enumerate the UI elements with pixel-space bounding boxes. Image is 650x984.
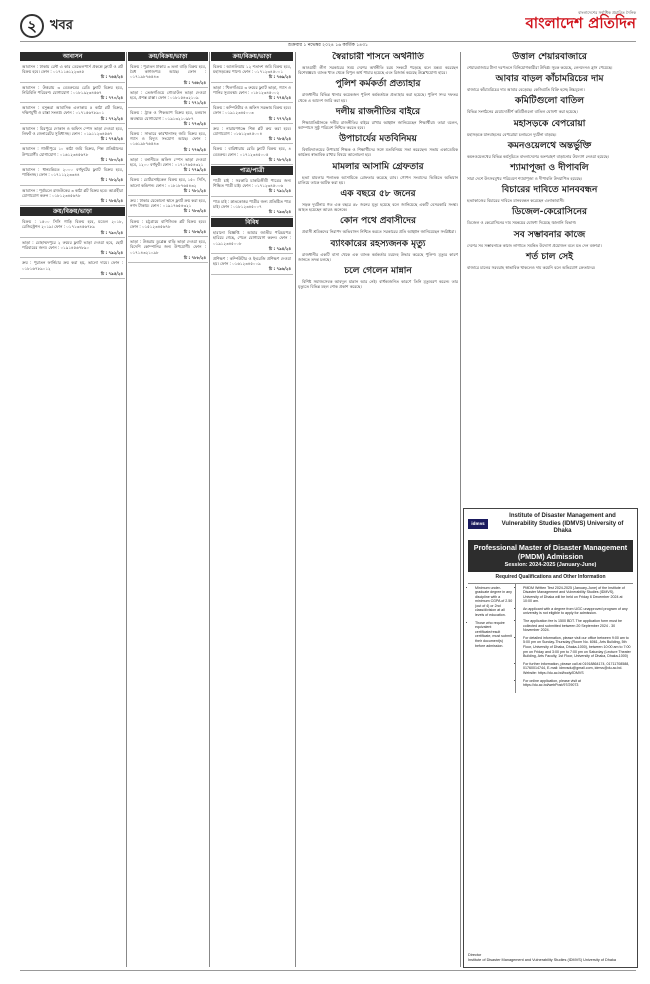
ad-code: চি : ৭৯২/২৪ [100,250,123,256]
page-bottom-rule [20,970,636,971]
classified-ad [128,176,208,196]
classified-ad [20,125,125,145]
story-headline: সব সম্ভাবনার কাজে [513,229,586,240]
ad-code: চি : ৭৮০/২৪ [100,156,123,162]
ad-text: আবাসন : ঢাকায় রেন্ট এ কার ডেভেলপার্স প্রকল্পে ফ্ল্যাট ও প্লট বিক্রয় হবে। ফোন : ০১৭১১৬১২২৩৪৫ [22,64,123,75]
admission-banner [468,540,633,572]
qualification-list [468,584,516,693]
ad-text: ভাড়া : বনানীতে অফিস স্পেস ভাড়া দেওয়া হবে, ১২০০ বর্গফুট। ফোন : ০১৭১৭৬৫৪৩২১ [130,156,206,168]
logo-tagline: বাংলাদেশের সর্বাধিক প্রচারিত দৈনিক [578,10,636,15]
story-headline: মামলার আসামি গ্রেফতার [332,161,424,172]
classified-ad [211,145,293,165]
ad-code: চি : ৭৮২/২৪ [100,177,123,183]
ad-text: ক্রয় : ঢাকার যেকোনো স্থানে ফ্ল্যাট ক্রয় করা হবে, নগদ টাকায়। ফোন : ০১৯১৭৬৫৪৩২১ [130,198,206,209]
newspaper-logo [516,10,636,32]
ad-code: চি : ৭৭২/২৪ [100,115,123,121]
ad-text: ভাড়া : মোহাম্মদপুরে ২ রুমের ফ্ল্যাট ভাড়া দেওয়া হবে, ছোট পরিবারের জন্য। ফোন : ০১৯১৪৫৬৭৮৯০ [22,239,123,251]
ad-code: চি : ৭৬৯/২৪ [268,74,291,80]
classified-ad [128,109,208,129]
story-body: কমনওয়েলথের বিভিন্ন কর্মসূচিতে বাংলাদেশের অংশগ্রহণ বাড়ানোর উদ্যোগ নেওয়া হয়েছে। [467,153,609,159]
ad-code: চি : ৭৮৩/২৪ [183,208,206,214]
story-body: হত্যাকাণ্ডের বিচারের দাবিতে মানববন্ধন করেছেন এলাকাবাসী। [467,198,565,204]
ad-code: চি : ৭৭০/২৪ [100,95,123,101]
ad-list [20,218,125,279]
story-headline: মহাসড়কে বেপরোয়া [513,118,586,129]
admission-list-item: • The application fee is 1500 BDT. The application form must be collected and submitted between 20 September 2024 - 30 November 2024. [523,619,631,633]
story-body: শেয়ারবাজারে টানা দরপতনে বিনিয়োগকারীরা উদ্বিগ্ন। সূচক কমেছে, লেনদেনও হ্রাস পেয়েছে। [467,65,613,70]
classified-ad [20,104,125,124]
story-body: শিক্ষাপ্রতিষ্ঠানকে দলীয় রাজনীতির বাইরে রাখার আহ্বান জানিয়েছেন শিক্ষার্থীরা। তারা বলেন, ক্যাম্পাসে সুষ্ঠু পরিবেশ নিশ্চিত করতে হবে। [298,119,458,131]
admission-list-item: • For online application, please visit at https://du.ac.bd/webPost/97/29073 [523,679,631,688]
ad-code: চি : ৭৭১/২৪ [183,100,206,106]
classified-ad [128,130,208,155]
news-story [298,216,458,234]
story-body: আওয়ামী লীগ সরকারের সময় দেশের অর্থনীতি চরম সংকটে পড়েছে বলে মন্তব্য করেছেন বিশেষজ্ঞরা। ব্যাংক খাত থেকে বিপুল অর্থ পাচার হয়েছে এবং রিজার্ভ কমেছে উল্লেখযোগ্য হারে। [298,65,458,76]
story-headline: বিচারের দাবিতে মানববন্ধন [501,185,598,196]
news-story [463,252,636,270]
ad-text: আবাসন : মিরপুরে দোকান ও অফিস স্পেস ভাড়া দেওয়া হবে, লিফট ও জেনারেটর সুবিধাসহ। ফোন : ০১৯১১২৩৪৫৬৭ [22,125,123,137]
story-body: রাজধানীর একটি বাসা থেকে এক ব্যাংক কর্মকর্তার মরদেহ উদ্ধার করেছে পুলিশ। মৃত্যুর কারণ জানতে তদন্ত চলছে। [298,251,458,262]
classified-ad [128,63,208,88]
classified-ad [20,239,125,259]
classifieds-column-a [20,52,125,967]
admission-list-item: • Minimum under-graduate degree in any discipline with a minimum CGPA of 2.50 (out of 4) or 2nd class/division at all levels of education. [475,586,513,618]
ad-text: বিক্রয় : বারিধারায় রেডি ফ্ল্যাট বিক্রয় হবে, ৪ বেডরুম। ফোন : ০১৭১২৩৪৫০০৫ [213,146,291,157]
story-body: সড়ক দুর্ঘটনায় গত এক বছরে ৫৮ জনের মৃত্যু হয়েছে বলে জানিয়েছে একটি বেসরকারি সংস্থা। আহত হয়েছেন আরও অনেকে। [298,202,458,213]
classified-ad [211,104,293,124]
story-headline: ডিজেল-কেরোসিনের [512,207,587,218]
ad-code: চি : ৭৭৫/২৪ [100,136,123,142]
session-label: Session: 2024-2025 (January-June) [504,561,597,568]
ad-text: বিক্রয় : ট্রাক ও পিকআপ বিক্রয় হবে, চলমান অবস্থায়। যোগাযোগ : ০১৯১৩২১০৯৮৭ [130,110,206,121]
page-header [20,10,636,48]
story-headline: ব্যাংকারের রহস্যজনক মৃত্যু [330,238,426,249]
ad-code: চি : ৭৮৫/২৪ [268,136,291,142]
ad-text: হারানো বিজ্ঞপ্তি : আমার জাতীয় পরিচয়পত্র হারিয়ে গেছে, পেলে যোগাযোগ করুন। ফোন : ০১৯১২৩৪৫০০৮ [213,230,291,246]
ad-text: বিক্রয় : মোটরসাইকেল বিক্রয় হবে, ১৫০ সিসি, ভালো কন্ডিশন। ফোন : ০১৮১৮৭৬৫৪৩২ [130,177,206,188]
footer-role: Director [468,953,482,957]
news-story [463,163,636,181]
classifieds-column-c [211,52,293,967]
news-story [298,107,458,130]
classified-ad [20,187,125,207]
story-body: হত্যা মামলার পলাতক আসামিকে গ্রেফতার করেছে র‌্যাব। গোপন সংবাদের ভিত্তিতে অভিযান চালিয়ে তাকে আটক করা হয়। [298,174,458,185]
news-story [298,189,458,212]
page-number: ২ [20,14,44,38]
ad-list [211,177,293,217]
classified-ad [20,218,125,238]
admission-footer [468,953,616,963]
dateline: শুক্রবার ১ নভেম্বর ২০২৪ ১৬ কার্তিক ১৪৩১ [20,41,636,48]
classified-ad [20,145,125,165]
news-story [298,134,458,157]
story-headline: কমনওয়েলথে অন্তর্ভুক্তি [507,140,592,151]
classified-ad [211,63,293,83]
story-body: বিশিষ্ট সমাজসেবক আবদুল মান্নান আর নেই। বার্ধক্যজনিত কারণে তিনি মৃত্যুবরণ করেন। তার মৃত্যুতে বিভিন্ন মহল শোক প্রকাশ করেছে। [298,279,458,290]
news-story [463,52,636,70]
ad-list [128,63,208,263]
column-divider [126,52,127,967]
ad-code: চি : ৭৮৪/২৪ [100,198,123,204]
ad-text: পাত্রী চাই : সরকারি চাকরিজীবী পাত্রের জন্য শিক্ষিত পাত্রী চাই। ফোন : ০১৭১২৩৪৫০০৬ [213,178,291,189]
story-body: সারা দেশে উৎসবমুখর পরিবেশে শ্যামাপূজা ও দীপাবলি উদযাপিত হয়েছে। [467,176,583,182]
ad-text: বিক্রয় : আশুলিয়ায় ১২ শতাংশ জমি বিক্রয় হবে, মহাসড়কের পাশে। ফোন : ০১৭১২৩৪৫০০১ [213,64,291,75]
story-body: বাজারে চালের সরবরাহ স্বাভাবিক থাকলেও দাম কমেনি বলে অভিযোগ ক্রেতাদের। [467,264,596,270]
news-story [463,207,636,225]
ad-text: ভাড়া : খিলগাঁওয়ে ৩ রুমের ফ্ল্যাট ভাড়া, গ্যাস ও পানির সুব্যবস্থা। ফোন : ০১৮১২৩৪৫০০২ [213,84,291,95]
classified-ad [211,84,293,104]
classified-ad [128,218,208,238]
story-body: দেশের সব সম্ভাবনাকে কাজে লাগাতে সমন্বিত উদ্যোগ প্রয়োজন বলে মত দেন বক্তারা। [467,242,602,248]
story-headline: চলে গেলেন মান্নান [344,266,412,277]
ad-text: ভাড়া : তেজগাঁওয়ে গোডাউন ভাড়া দেওয়া হবে, প্রশস্ত রাস্তা। ফোন : ০১৮১৫৪৩২১০৯ [130,89,206,101]
news-story [298,79,458,102]
news-story [298,52,458,75]
story-body: ডিজেল ও কেরোসিনের দাম সমন্বয়ের ঘোষণা দিয়েছে জ্বালানি বিভাগ। [467,220,577,226]
classified-ad [20,259,125,279]
story-body: রাজধানীর বিভিন্ন থানার কয়েকজন পুলিশ কর্মকর্তাকে প্রত্যাহার করা হয়েছে। পুলিশ সদর দফতর থেকে এ আদেশ জারি করা হয়। [298,92,458,103]
admission-list-item: • For detailed information, please visit our office between 9:00 am to 5:00 pm on Sunday-Thursday (Room No. 6061, Arts Building, 5th Floor, University of Dhaka, Dhaka-1000), between 10:00 am to 7:00 pm on Friday and 3:00 pm to 7:00 pm on Saturday (Lecture Theater Building, Arts Faculty, 1st Floor, University of Dhaka, Dhaka-1000) [523,636,631,659]
classified-ad [20,166,125,186]
column-heading: ক্রয়/বিক্রয়/ভাড়া [128,52,208,61]
ad-text: ক্রয় : নারায়ণগঞ্জে শিল্প প্লট ক্রয় করা হবে। যোগাযোগ : ০১৬১২৩৪৫০০৪ [213,125,291,137]
ad-text: বিক্রয় : ১৫০০ সিসি গাড়ি বিক্রয় হবে, মডেল ২০১৮, রেজিস্ট্রেশন ২০১৯। ফোন : ০১৭১৩৪৫৬৭৮৯ [22,219,123,230]
classified-ad [211,229,293,254]
ad-code: চি : ৭৯৩/২৪ [268,209,291,215]
ad-code: চি : ৭৯৫/২৪ [100,270,123,276]
story-headline: পুলিশ কর্মকর্তা প্রত্যাহার [335,79,421,90]
story-headline: শ্যামাপূজা ও দীপাবলি [510,163,589,174]
ad-text: বিক্রয় : কম্পিউটার ও অফিস সরঞ্জাম বিক্রয় হবে। ফোন : ০১৯১২৩৪৫০০৩ [213,105,291,116]
ad-text: বিক্রয় : পুরাতন ঢাকায় ৩ তলা বাড়ি বিক্রয় হবে, বৈধ কাগজপত্র আছে। ফোন : ০১৭১৯৮৭৬৫৪৩ [130,64,206,80]
classified-ad [20,63,125,83]
story-headline: শর্ত চাল সেই [526,251,573,262]
classified-ad [128,238,208,263]
footer-organization: Institute of Disaster Management and Vulnerability Studies (IDMVS) University of Dhaka [468,958,617,962]
classified-ad [128,89,208,109]
requirements-heading: Required Qualifications and Other Information [495,573,606,580]
story-body: বিভিন্ন সংগঠনের মেয়াদোত্তীর্ণ কমিটিগুলো বাতিল ঘোষণা করা হয়েছে। [467,109,578,115]
story-headline: আবার বাড়ল কাঁচামরিচের দাম [495,74,604,85]
ad-code: চি : ৭৯১/২৪ [268,188,291,194]
classifieds-column-b [128,52,208,967]
story-headline: কোন পথে প্রবাসীদের [340,216,416,227]
ad-text: ক্রয় : পুরাতন ফার্নিচার ক্রয় করা হয়, ভালো দামে। ফোন : ০১৮১৬৭৮৯০১২ [22,260,123,271]
ad-text: বিক্রয় : চট্টগ্রামে বাণিজ্যিক প্লট বিক্রয় হবে। ফোন : ০১৫১২৩৪৫৬৭৮ [130,218,206,229]
story-body: প্রবাসী শ্রমিকদের নিরাপদ অভিবাসন নিশ্চিত করতে সরকারের প্রতি আহ্বান জানিয়েছেন সংশ্লিষ্টরা। [302,229,456,235]
ad-text: আবাসন : বসুন্ধরা আবাসিক এলাকায় ৫ কাঠা প্লট বিক্রয়, দক্ষিণমুখী ও রাস্তা সংলগ্ন। ফোন : ০১৭১৫৬৭৮৯০১ [22,105,123,116]
ad-code: চি : ৭৭৬/২৪ [183,146,206,152]
ad-text: আবাসন : ধানমন্ডিতে ২০০০ বর্গফুটের ফ্ল্যাট বিক্রয় হবে, পার্কিংসহ। ফোন : ০১৭১১২২৩৩৪৪ [22,167,123,178]
classified-ad [211,177,293,197]
column-heading: পাত্র/পাত্রী [211,166,293,175]
news-story [463,185,636,203]
story-body: মহাসড়কে যানবাহনের বেপরোয়া চলাচলে দুর্ঘটনা বাড়ছে। [467,131,557,137]
column-heading: আবাসন [20,52,125,61]
news-story [463,74,636,92]
column-divider [295,52,296,967]
column-divider [209,52,210,967]
ad-text: ভাড়া : উত্তরায় ডুপ্লেক্স বাড়ি ভাড়া দেওয়া হবে, বিদেশি কোম্পানির জন্য উপযোগী। ফোন : ০১৭১৪৩২১০৯৮ [130,239,206,255]
admission-list-item: • PMDM Written Test 2024-2025 (January-June) of the Institute of Disaster Management and Vulnerability Studies (IDMVS), University of Dhaka will be held on Friday 6 December 2024 at 10:00 am. [523,586,631,604]
news-story [463,141,636,159]
admission-list-item: • For further information, please call at 01918864174, 01711708588, 01760014744, E-mail: idmvsdu@gmail.com, idmvs@du.ac.bd. Website: https://du.ac.bd/body/IDMVS [523,662,631,676]
ad-list [211,229,293,274]
ad-code: চি : ৭৯০/২৪ [100,229,123,235]
story-headline: কমিটিগুলো বাতিল [514,96,585,107]
ad-code: চি : ৭৮৬/২৪ [183,229,206,235]
logo-name: বাংলাদেশ প্রতিদিন [525,14,636,32]
ad-code: চি : ৭৬৫/২৪ [100,74,123,80]
ad-code: চি : ৭৭৯/২৪ [183,167,206,173]
story-headline: দলীয় রাজনীতির বাইরে [335,106,421,117]
news-column-2 [463,52,636,502]
story-headline: উত্তাল শেয়ারবাজারে [512,52,587,62]
ad-code: চি : ৭৮১/২৪ [183,187,206,193]
news-story [463,119,636,137]
story-headline: স্বৈরাচারী শাসনে অর্থনীতি [332,52,424,62]
ad-list [20,63,125,206]
institute-name: Institute of Disaster Management and Vulnerability Studies (IDMVS) University of Dhaka [501,513,624,534]
ad-code: চি : ৭৮৮/২৪ [183,254,206,260]
ad-text: বিক্রয় : সাভারে কারখানাসহ জমি বিক্রয় হবে, গ্যাস ও বিদ্যুৎ সংযোগ আছে। ফোন : ০১৬১৯৮৭৬৫৪৩ [130,131,206,147]
ad-text: প্রশিক্ষণ : কম্পিউটার ও ইংরেজি প্রশিক্ষণ দেওয়া হয়। ফোন : ০১৬১২৩৪৫০০৯ [213,256,291,267]
ad-code: চি : ৭৮৭/২৪ [268,156,291,162]
story-headline: উপাচার্যের মতবিনিময় [339,134,417,145]
admission-advertisement [463,508,638,968]
news-story [298,266,458,289]
ad-code: চি : ৭৭৭/২৪ [268,115,291,121]
classified-ad [128,156,208,176]
section-title: খবর [50,18,73,33]
ad-code: চি : ৭৬৮/২৪ [183,79,206,85]
story-body: বাজারে কাঁচামরিচের দাম আবার বেড়েছে। কেজিপ্রতি বিক্রি হচ্ছে উচ্চমূল্যে। [467,87,585,93]
information-list [516,584,633,693]
news-story [463,230,636,248]
classified-ad [211,125,293,145]
ad-text: আবাসন : উত্তরায় ৩ বেডরুমের রেডি ফ্ল্যাট বিক্রয় হবে, নিরিবিলি পরিবেশ। যোগাযোগ : ০১৮১৯২৩৪৫৬৭ [22,84,123,95]
news-column-1 [298,52,458,967]
column-divider [460,52,461,967]
ad-text: আবাসন : পূর্বাচলে রাজউকের ৩ কাঠা প্লট বিক্রয় হবে। আগ্রহীরা যোগাযোগ করুন : ০১৮১২৩৪৫৬৭৮ [22,187,123,198]
column-heading: ক্রয়/বিক্রয়/ভাড়া [20,207,125,216]
ad-code: চি : ৭৭৪/২৪ [268,95,291,101]
classified-ad [128,197,208,217]
classified-ad [20,84,125,104]
story-body: বিশ্ববিদ্যালয়ের উপাচার্য শিক্ষক ও শিক্ষার্থীদের সঙ্গে মতবিনিময় সভা করেছেন। সভায় একাডেমিক কার্যক্রম স্বাভাবিক রাখার বিষয়ে আলোচনা হয়। [298,147,458,158]
ad-code: চি : ৭৯৬/২৪ [268,266,291,272]
column-heading: বিবিধ [211,218,293,227]
ad-text: আবাসন : গাজীপুরে ১০ কাঠা জমি বিক্রয়, শিল্প প্রতিষ্ঠানের উপযোগী। যোগাযোগ : ০১৬১২৩৪৫৬৭৮ [22,146,123,157]
ad-list [211,63,293,165]
institute-logo: idmvs [468,519,488,529]
column-heading: ক্রয়/বিক্রয়/ভাড়া [211,52,293,61]
news-story [463,96,636,114]
admission-list-item: • An applicant with a degree from UGC unapproved program of any university is not eligible to apply for admission. [523,607,631,616]
ad-code: চি : ৭৭৩/২৪ [183,120,206,126]
news-story [298,239,458,262]
program-title: Professional Master of Disaster Management (PMDM) Admission [473,542,628,561]
classified-ad [211,198,293,218]
classified-ad [211,255,293,275]
story-headline: এক বছরে ৫৮ জনের [340,189,416,200]
ad-text: পাত্র চাই : স্নাতকোত্তর পাত্রীর জন্য প্রতিষ্ঠিত পাত্র চাই। ফোন : ০১৮১২৩৪৫০০৭ [213,198,291,209]
ad-code: চি : ৭৯৪/২৪ [268,245,291,251]
admission-list-item: • Those who require equivalent certificate/result certificate, must submit their document(s) before admission. [475,621,513,649]
news-story [298,162,458,185]
